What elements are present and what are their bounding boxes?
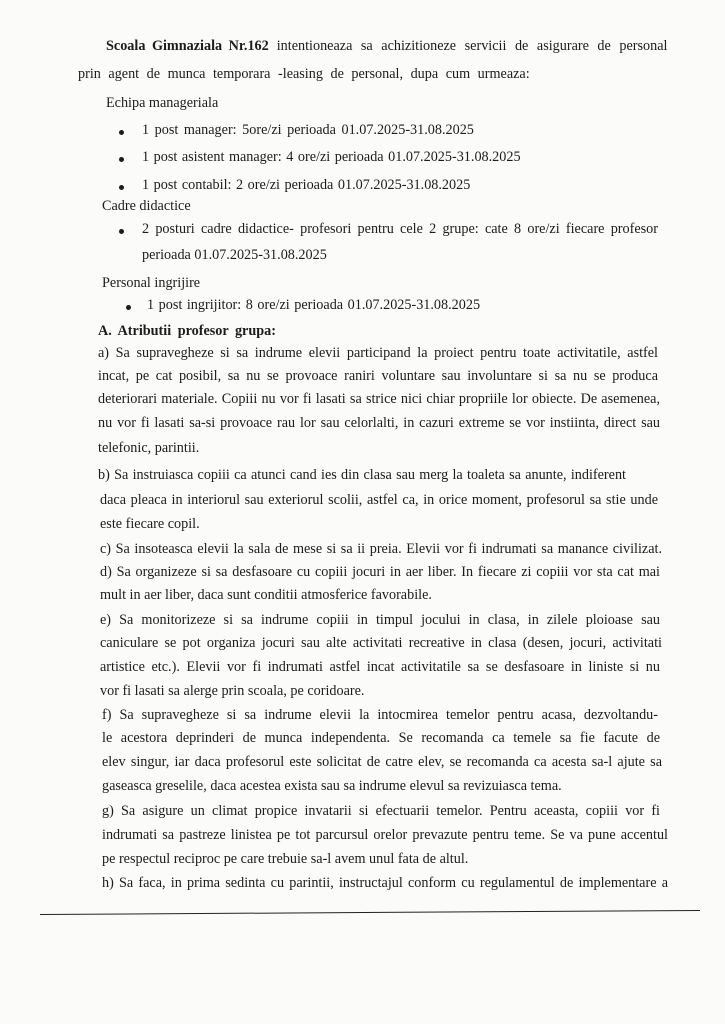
paragraph-line: b) Sa instruiasca copiii ca atunci cand ies din clasa sau merg la toaleta sa anunte, indiferent <box>98 467 626 483</box>
paragraph-line: incat, pe cat posibil, sa nu se provoace raniri voluntare sau involuntare si sa nu se produca <box>98 368 658 384</box>
bullet-icon <box>119 185 124 190</box>
bullet-icon <box>119 157 124 162</box>
paragraph-line: le acestora deprinderi de munca independenta. Se recomanda ca temele sa fie facute de <box>102 730 660 746</box>
paragraph-line: vor fi lasati sa alerge prin scoala, pe coridoare. <box>100 683 365 699</box>
paragraph-line: elev singur, iar daca profesorul este solicitat de catre elev, se recomanda ca acesta sa-l ajute sa <box>102 754 662 770</box>
paragraph-line: e) Sa monitorizeze si sa indrume copiii in timpul jocului in clasa, in zilele ploioase sau <box>100 612 660 628</box>
paragraph-line: este fiecare copil. <box>100 516 200 532</box>
bullet-icon <box>119 130 124 135</box>
paragraph-line: nu vor fi lasati sa-si provoace rau lor sau celorlalti, in cazuri extreme se vor instiinta, direct sau <box>98 415 660 431</box>
bullet-icon <box>119 229 124 234</box>
paragraph-line: h) Sa faca, in prima sedinta cu parintii, instructajul conform cu regulamentul de implementare a <box>102 875 668 891</box>
paragraph-line: mult in aer liber, daca sunt conditii atmosferice favorabile. <box>100 587 432 603</box>
paragraph-line: f) Sa supravegheze si sa indrume elevii la intocmirea temelor pentru acasa, dezvoltandu- <box>102 707 658 723</box>
footer-divider <box>40 910 700 915</box>
intro-line-2: prin agent de munca temporara -leasing de personal, dupa cum urmeaza: <box>78 66 530 82</box>
paragraph-line: c) Sa insoteasca elevii la sala de mese si sa ii preia. Elevii vor fi indrumati sa manance civilizat. <box>100 541 662 557</box>
paragraph-line: d) Sa organizeze si sa desfasoare cu copiii jocuri in aer liber. In fiecare zi copiii vor sta cat mai <box>100 564 660 580</box>
paragraph-line: pe respectul reciproc pe care trebuie sa-l avem unul fata de altul. <box>102 851 469 867</box>
paragraph-line: g) Sa asigure un climat propice invatarii si efectuarii temelor. Pentru aceasta, copiii vor fi <box>102 803 660 819</box>
list-item-continuation: perioada 01.07.2025-31.08.2025 <box>142 247 327 263</box>
list-item: 2 posturi cadre didactice- profesori pentru cele 2 grupe: cate 8 ore/zi fiecare profesor <box>142 221 658 237</box>
list-item: 1 post manager: 5ore/zi perioada 01.07.2025-31.08.2025 <box>142 122 474 138</box>
paragraph-line: artistice etc.). Elevii vor fi indrumati astfel incat activitatile sa se desfasoare in liniste si nu <box>100 659 660 675</box>
list-item: 1 post contabil: 2 ore/zi perioada 01.07.2025-31.08.2025 <box>142 177 471 193</box>
paragraph-line: a) Sa supravegheze si sa indrume elevii participand la proiect pentru toate activitatile, astfel <box>98 345 658 361</box>
paragraph-line: caniculare se pot organiza jocuri sau alte activitati recreative in clasa (desen, jocuri, activitati <box>100 635 662 651</box>
atributii-heading: A. Atributii profesor grupa: <box>98 323 276 339</box>
intro-line-1 <box>106 37 668 55</box>
paragraph-line: deteriorari materiale. Copiii nu vor fi lasati sa strice nici chiar propriile lor obiecte. De asemenea, <box>98 391 660 407</box>
list-item: 1 post ingrijitor: 8 ore/zi perioada 01.07.2025-31.08.2025 <box>147 297 481 313</box>
paragraph-line: telefonic, parintii. <box>98 440 200 456</box>
list-item: 1 post asistent manager: 4 ore/zi perioada 01.07.2025-31.08.2025 <box>142 149 521 165</box>
section-heading-cadre: Cadre didactice <box>102 198 191 214</box>
paragraph-line: indrumati sa pastreze linistea pe tot parcursul orelor prevazute pentru teme. Se va pune accentul <box>102 827 668 843</box>
paragraph-line: daca pleaca in interiorul sau exteriorul scolii, astfel ca, in orice moment, profesorul sa stie unde <box>100 492 658 508</box>
bullet-icon <box>126 305 131 310</box>
intro-line-1-rest: intentioneaza sa achizitioneze servicii de asigurare de personal <box>276 38 668 54</box>
paragraph-line: gaseasca greselile, daca acestea exista sau sa indrume elevul sa revizuiasca tema. <box>102 778 562 794</box>
school-name: Scoala Gimnaziala Nr.162 <box>106 38 269 54</box>
section-heading-echipa: Echipa manageriala <box>106 95 219 111</box>
section-heading-personal: Personal ingrijire <box>102 275 201 291</box>
